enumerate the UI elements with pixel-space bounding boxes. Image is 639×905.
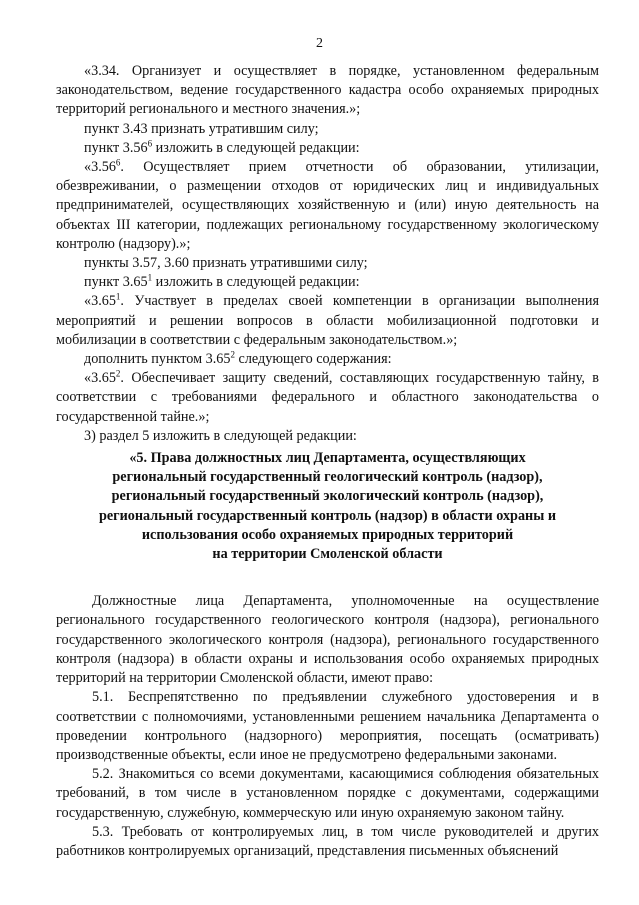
paragraph-3-65-2: «3.65$^2$. Обеспечивает защиту сведений, составляющих государственную тайну, в соответствии с требованиями федерального и областного законодательства о государственной тайне.»; <box>56 368 599 425</box>
heading-line: региональный государственный геологический контроль (надзор), <box>112 469 543 486</box>
spacer <box>56 564 599 592</box>
heading-line: «5. Права должностных лиц Департамента, осуществляющих <box>129 450 526 467</box>
paragraph-officials-rights: Должностные лица Департамента, уполномоченные на осуществление регионального государственного геологического контроля (надзора), регионального государственного экологического контроля (надзора), регионального государственного контроля (надзора) в области охраны и использования особо охраняемых природных территорий на территории Смоленской области, имеют право: <box>56 593 599 687</box>
heading-line: региональный государственный экологический контроль (надзор), <box>111 488 544 505</box>
document-body <box>56 62 599 861</box>
paragraph-3-34: «3.34. Организует и осуществляет в порядке, установленном федеральным законодательством, ведение государственного кадастра особо охраняемых природных территорий регионального и местного значения.»; <box>56 63 599 118</box>
heading-line: использования особо охраняемых природных территорий <box>141 526 514 543</box>
paragraph-repeal-3-57-3-60: пункты 3.57, 3.60 признать утратившими силу; <box>84 255 368 272</box>
heading-line: на территории Смоленской области <box>212 546 443 563</box>
paragraph-3-56: «3.56$^6$. Осуществляет прием отчетности об образовании, утилизации, обезвреживании, о размещении отходов от юридических лиц и индивидуальных предпринимателей, осуществляющих хозяйственную и (или) иную деятельность на объектах III категории, подлежащих региональному государственному экологическому контролю (надзору).»; <box>56 157 599 252</box>
paragraph-5-1: 5.1. Беспрепятственно по предъявлении служебного удостоверения и в соответствии с полномочиями, установленными решением начальника Департамента о проведении контрольного (надзорного) мероприятия, посещать (осматривать) производственные объекты, если иное не предусмотрено федеральными законами. <box>56 689 599 763</box>
paragraph-5-3: 5.3. Требовать от контролируемых лиц, в том числе руководителей и других работников контролируемых организаций, представления письменных объяснений <box>56 823 599 859</box>
paragraph-amend-3-56: пункт 3.56$^6$ изложить в следующей редакции: <box>84 138 360 156</box>
paragraph-amend-3-65-1: пункт 3.65$^1$ изложить в следующей редакции: <box>84 272 360 291</box>
page-number: 2 <box>316 36 323 51</box>
paragraph-5-2: 5.2. Знакомиться со всеми документами, касающимися соблюдения обязательных требований, в том числе в установленном порядке с документами, содержащими государственную, служебную, коммерческую или иную охраняемую законом тайну. <box>56 766 599 821</box>
paragraph-add-3-65-2: дополнить пунктом 3.65$^2$ следующего содержания: <box>84 349 392 368</box>
paragraph-repeal-3-43: пункт 3.43 признать утратившим силу; <box>84 120 319 137</box>
paragraph-3-65-1: «3.65$^1$. Участвует в пределах своей компетенции в организации выполнения мероприятий и решении вопросов в области мобилизационной подготовки и мобилизации в соответствии с федеральным законодательством.»; <box>56 291 599 348</box>
paragraph-section-5-intro: 3) раздел 5 изложить в следующей редакции: <box>84 427 357 444</box>
section-5-heading <box>56 449 599 564</box>
heading-line: региональный государственный контроль (надзор) в области охраны и <box>98 507 557 524</box>
